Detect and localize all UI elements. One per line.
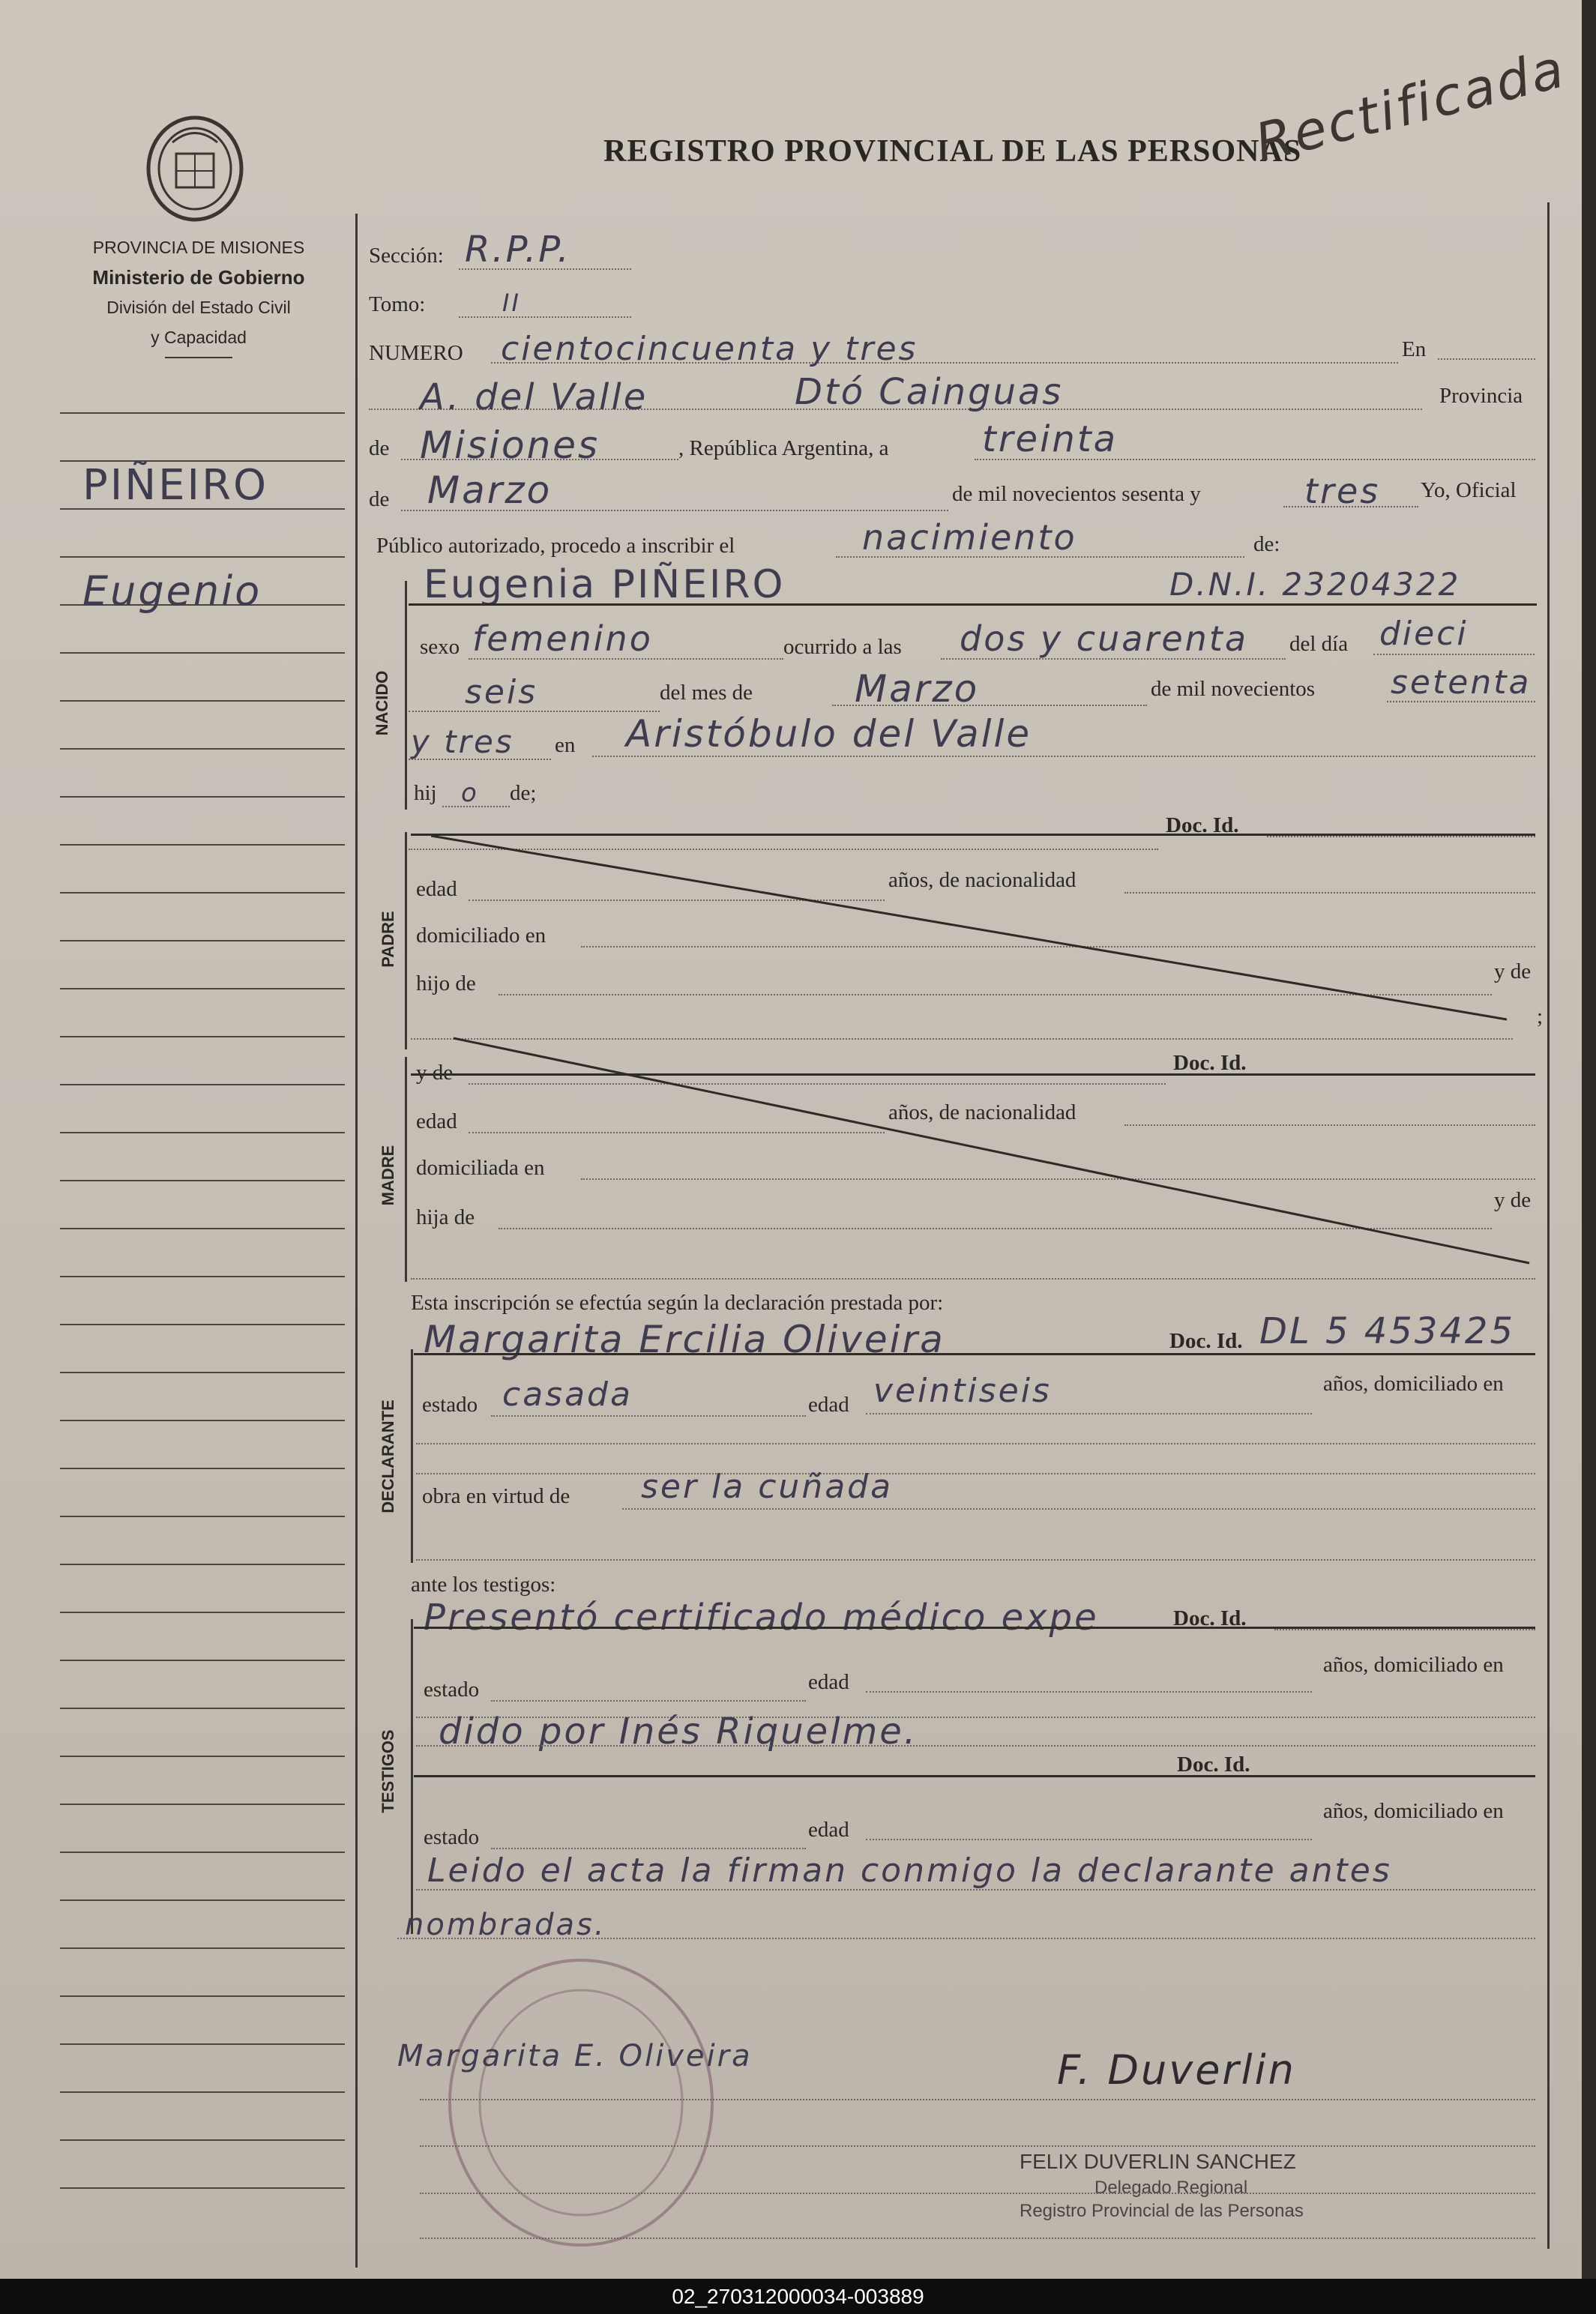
del-dia-label: del día	[1289, 632, 1349, 656]
division-label: División del Estado Civil	[106, 298, 291, 317]
sidebar-rule	[60, 1851, 345, 1853]
hora-value: dos y cuarenta	[960, 618, 1249, 659]
anio-value-2: y tres	[411, 723, 514, 760]
depto-value: Dtó Cainguas	[795, 371, 1064, 413]
sidebar-rule	[60, 1660, 345, 1661]
en-label: En	[1402, 337, 1427, 361]
sidebar-rule	[60, 1756, 345, 1757]
de-label: de	[369, 436, 390, 460]
testigo-2-estado-line	[491, 1848, 806, 1849]
right-border	[1547, 202, 1550, 2249]
testigo-2-top-line	[414, 1775, 1535, 1777]
provincial-seal-icon	[142, 112, 255, 225]
officer-title: Delegado Regional	[1094, 2178, 1248, 2198]
sidebar-rule	[60, 1564, 345, 1565]
padre-edad-label: edad	[416, 877, 457, 901]
oficial-label: Yo, Oficial	[1421, 478, 1517, 502]
official-stamp-icon	[442, 1953, 720, 2253]
sidebar-rule	[60, 1084, 345, 1085]
declarante-nombre-line	[414, 1353, 1535, 1355]
nacido-section-label: NACIDO	[373, 670, 391, 736]
mes-value: Marzo	[855, 667, 980, 711]
sidebar-divider	[355, 214, 358, 2268]
madre-bottom-line	[411, 1278, 1535, 1280]
padre-domicilio-label: domiciliado en	[416, 924, 546, 947]
hijo-value: o	[461, 778, 479, 808]
closing-line-2-rule	[397, 1938, 1535, 1939]
tomo-line	[459, 316, 631, 318]
publico-label: Público autorizado, procedo a inscribir el	[376, 534, 735, 558]
declarante-signature: Margarita E. Oliveira	[397, 2039, 753, 2073]
sidebar-rule	[60, 556, 345, 558]
signature-line-1	[420, 2099, 1535, 2100]
nacido-nombre-line	[409, 603, 1537, 606]
mil-label: de mil novecientos	[1151, 677, 1316, 701]
obra-label: obra en virtud de	[422, 1484, 570, 1508]
rectificada-annotation: Rectificada	[1249, 37, 1572, 174]
dia-value-2: seis	[465, 673, 538, 711]
madre-y-de-end-label: y de	[1494, 1188, 1532, 1212]
anio-value: tres	[1304, 471, 1381, 511]
page-title: REGISTRO PROVINCIAL DE LAS PERSONAS	[603, 134, 1302, 169]
de-colon-label: de:	[1253, 532, 1280, 556]
sidebar-rule	[60, 1180, 345, 1181]
republica-label: , República Argentina, a	[678, 436, 889, 460]
madre-section-label: MADRE	[379, 1145, 397, 1206]
hijo-de-label: de;	[510, 781, 537, 805]
sidebar-surname: PIÑEIRO	[82, 461, 269, 510]
testigos-section-label: TESTIGOS	[379, 1729, 397, 1813]
sidebar-rule	[60, 1324, 345, 1325]
sidebar-rule	[60, 1468, 345, 1469]
sidebar-rule	[60, 1132, 345, 1133]
declarante-estado-label: estado	[422, 1393, 478, 1417]
declarante-domicilio-line	[416, 1443, 1535, 1444]
nacido-lugar-value: Aristóbulo del Valle	[626, 712, 1032, 756]
sexo-value: femenino	[472, 618, 653, 659]
sidebar-rule	[60, 1372, 345, 1373]
ministry-label: Ministerio de Gobierno	[92, 266, 305, 289]
madre-domicilio-label: domiciliada en	[416, 1156, 545, 1180]
testigo-1-top-line	[414, 1627, 1535, 1629]
nacido-doc-label: Doc. Id.	[1166, 813, 1239, 837]
sidebar-header	[45, 232, 352, 352]
testigo-2-doc-label: Doc. Id.	[1177, 1753, 1250, 1777]
provincia-value: Misiones	[420, 424, 600, 467]
sidebar-rule	[60, 1612, 345, 1613]
declarante-domicilio-line-2	[416, 1473, 1535, 1474]
ocurrido-label: ocurrido a las	[783, 635, 902, 659]
sidebar-rule	[60, 1947, 345, 1949]
padre-nacionalidad-label: años, de nacionalidad	[888, 868, 1076, 892]
testigo-1-text: Presentó certificado médico expe	[424, 1597, 1099, 1639]
sidebar-rule	[60, 1708, 345, 1709]
obra-value: ser la cuñada	[641, 1468, 894, 1506]
testigo-1-doc-line	[1274, 1629, 1535, 1630]
signature-line-2	[420, 2145, 1535, 2147]
sidebar-rule	[60, 892, 345, 894]
sexo-label: sexo	[420, 635, 460, 659]
officer-name: FELIX DUVERLIN SANCHEZ	[1020, 2150, 1296, 2173]
sidebar-rule	[60, 1804, 345, 1805]
testigo-2-edad-label: edad	[808, 1818, 849, 1842]
sidebar-rule	[60, 940, 345, 941]
obra-line	[622, 1508, 1535, 1510]
sidebar-rule	[60, 700, 345, 702]
padre-semicolon: ;	[1537, 1004, 1544, 1028]
de-label-2: de	[369, 487, 390, 511]
nacido-en-label: en	[555, 733, 576, 757]
madre-y-de-label: y de	[416, 1061, 454, 1085]
madre-doc-label: Doc. Id.	[1173, 1051, 1247, 1075]
nacido-dni: D.N.I. 23204322	[1169, 566, 1461, 603]
testigo-2-name-line	[416, 1745, 1535, 1747]
provincia-label: Provincia	[1439, 384, 1523, 408]
nacido-nombre: Eugenia PIÑEIRO	[424, 562, 786, 607]
declarante-estado-value: casada	[502, 1376, 633, 1414]
sidebar-rule	[60, 844, 345, 846]
testigos-bracket	[411, 1619, 413, 1934]
sidebar-rule	[60, 1036, 345, 1037]
testigo-1-estado-label: estado	[424, 1678, 480, 1702]
declarante-edad-value: veintiseis	[873, 1372, 1052, 1410]
closing-line-1-rule	[416, 1889, 1535, 1890]
declarante-bottom-line	[416, 1559, 1535, 1561]
testigos-intro: ante los testigos:	[411, 1573, 556, 1597]
madre-hija-label: hija de	[416, 1205, 475, 1229]
madre-strike-icon	[454, 1034, 1533, 1267]
sidebar-rule	[60, 748, 345, 750]
nacido-lugar-line	[592, 756, 1535, 757]
fecha-mes-value: Marzo	[427, 468, 552, 512]
numero-label: NUMERO	[369, 341, 463, 365]
seccion-label: Sección:	[369, 244, 444, 268]
dia-line-1	[1373, 654, 1535, 655]
padre-y-de-label: y de	[1494, 959, 1532, 983]
signature-line-4	[420, 2238, 1535, 2239]
declarante-edad-label: edad	[808, 1393, 849, 1417]
capacity-label: y Capacidad	[151, 328, 247, 347]
sidebar-rule	[60, 796, 345, 798]
tomo-value: II	[502, 289, 521, 317]
sidebar-rule	[60, 412, 345, 414]
declarante-intro: Esta inscripción se efectúa según la declaración prestada por:	[411, 1291, 944, 1315]
acto-value: nacimiento	[862, 517, 1077, 558]
dia-value-1: dieci	[1379, 615, 1469, 653]
anio-label: de mil novecientos sesenta y	[952, 482, 1201, 506]
declarante-doc-label: Doc. Id.	[1169, 1329, 1243, 1353]
file-id-footer: 02_270312000034-003889	[0, 2279, 1596, 2314]
declarante-edad-line	[866, 1413, 1312, 1414]
testigo-1-estado-line	[491, 1700, 806, 1702]
padre-strike-icon	[431, 832, 1511, 1023]
sidebar-rule	[60, 2139, 345, 2141]
signature-line-3	[420, 2193, 1535, 2194]
province-label: PROVINCIA DE MISIONES	[92, 238, 305, 257]
sidebar-given-name: Eugenio	[82, 567, 262, 615]
sidebar-rule	[60, 988, 345, 989]
padre-hijo-label: hijo de	[416, 971, 476, 995]
madre-nacionalidad-label: años, de nacionalidad	[888, 1100, 1076, 1124]
madre-edad-label: edad	[416, 1109, 457, 1133]
sidebar-header-rule	[165, 357, 232, 358]
testigo-1-edad-label: edad	[808, 1670, 849, 1694]
testigo-2-estado-label: estado	[424, 1825, 480, 1849]
sidebar-rule	[60, 2187, 345, 2189]
sidebar-rule	[60, 1516, 345, 1517]
sidebar-rule	[60, 2091, 345, 2093]
declarante-domicilio-label: años, domiciliado en	[1323, 1372, 1504, 1396]
closing-line-1: Leido el acta la firman conmigo la declarante antes	[427, 1851, 1392, 1890]
testigo-1-edad-line	[866, 1691, 1312, 1693]
declarante-bracket	[411, 1349, 413, 1563]
testigo-1-doc-label: Doc. Id.	[1173, 1606, 1247, 1630]
madre-bracket	[405, 1057, 407, 1282]
sidebar-rule	[60, 2043, 345, 2045]
closing-line-2: nombradas.	[405, 1908, 606, 1942]
sidebar-rule	[60, 652, 345, 654]
seccion-value: R.P.P.	[465, 229, 571, 271]
declarante-estado-line	[491, 1415, 806, 1417]
sidebar-rule	[60, 1995, 345, 1997]
testigo-2-text: dido por Inés Riquelme.	[439, 1711, 918, 1753]
testigo-2-edad-line	[866, 1839, 1312, 1840]
nacido-bracket	[405, 581, 407, 810]
lugar-value: A. del Valle	[420, 376, 648, 418]
padre-bracket	[405, 832, 407, 1049]
tomo-label: Tomo:	[369, 292, 426, 316]
declarante-section-label: DECLARANTE	[379, 1399, 397, 1513]
hijo-label: hij	[414, 781, 437, 805]
sidebar-rule	[60, 1420, 345, 1421]
padre-section-label: PADRE	[379, 911, 397, 968]
officer-office: Registro Provincial de las Personas	[1020, 2201, 1304, 2221]
fecha-dia-value: treinta	[982, 418, 1118, 460]
testigo-1-domicilio-label: años, domiciliado en	[1323, 1653, 1504, 1677]
sidebar-rule	[60, 1228, 345, 1229]
sidebar-rule	[60, 1276, 345, 1277]
officer-signature: F. Duverlin	[1057, 2046, 1296, 2094]
testigo-2-domicilio-label: años, domiciliado en	[1323, 1799, 1504, 1823]
declarante-doc-value: DL 5 453425	[1259, 1310, 1515, 1352]
sidebar-rule	[60, 1899, 345, 1901]
en-line	[1438, 358, 1535, 360]
anio-value-1: setenta	[1391, 663, 1532, 702]
del-mes-label: del mes de	[660, 681, 753, 705]
numero-value: cientocincuenta y tres	[501, 330, 918, 368]
declarante-nombre: Margarita Ercilia Oliveira	[424, 1318, 945, 1361]
